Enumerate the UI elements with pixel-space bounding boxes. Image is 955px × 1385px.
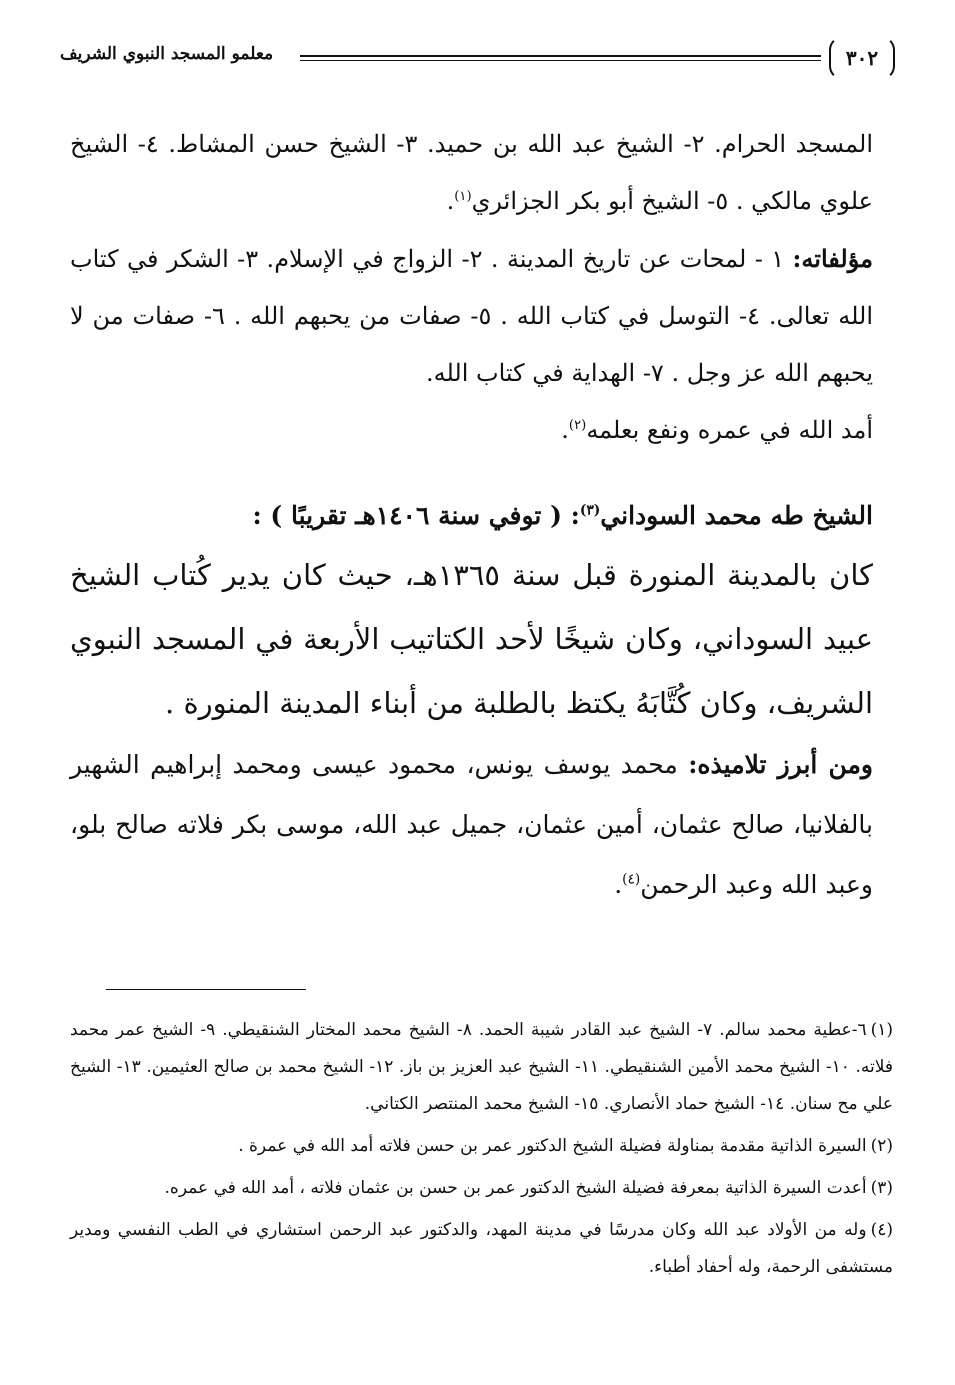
students-label: ومن أبرز تلاميذه: (688, 750, 874, 779)
footnote-1 (70, 1012, 893, 1123)
works-label: مؤلفاته: (792, 244, 873, 273)
footnote-2 (70, 1128, 893, 1165)
header-rule (300, 55, 821, 61)
period: . (561, 416, 569, 444)
prayer-text: أمد الله في عمره ونفع بعلمه (586, 416, 873, 444)
period: . (446, 187, 455, 215)
footnote-number: (٤) (870, 1220, 893, 1240)
period: . (614, 870, 623, 899)
teachers-text: المسجد الحرام. ٢- الشيخ عبد الله بن حميد. ٣- الشيخ حسن المشاط. ٤- الشيخ علوي مالكي . ٥- الشيخ أبو بكر الجزائري (70, 130, 873, 215)
footnote-ref-3: (٣) (579, 502, 601, 519)
works-text: ١ - لمحات عن تاريخ المدينة . ٢- الزواج في الإسلام. ٣- الشكر في كتاب الله تعالى. ٤- التوسل في كتاب الله . ٥- صفات من يحبهم الله . ٦- صفات من لا يحبهم الله عز وجل . ٧- الهداية في كتاب الله. (70, 245, 873, 387)
footnote-3 (70, 1170, 893, 1207)
students-text: محمد يوسف يونس، محمود عيسى ومحمد إبراهيم الشهير بالفلانيا، صالح عثمان، أمين عثمان، جميل عبد الله، موسى بكر فلاته صالح بلو، وعبد الله وعبد الرحمن (70, 750, 873, 899)
footnote-number: (١) (870, 1020, 893, 1040)
students-paragraph (70, 735, 873, 915)
footnote-ref-1: (١) (454, 189, 472, 204)
running-title: معلمو المسجد النبوي الشريف (60, 44, 274, 64)
heading-date: : ( توفي سنة ١٤٠٦هـ تقريبًا ) : (252, 501, 580, 530)
biography-text: كان بالمدينة المنورة قبل سنة ١٣٦٥هـ، حيث كان يدير كُتاب الشيخ عبيد السوداني، وكان شيخًا لأحد الكتاتيب الأربعة في المسجد النبوي الشريف، وكان كُتَّابَهُ يكتظ بالطلبة من أبناء المدينة المنورة . (70, 558, 873, 720)
footnote-text: ٦-عطية محمد سالم. ٧- الشيخ عبد القادر شيبة الحمد. ٨- الشيخ محمد المختار الشنقيطي. ٩- الشيخ عمر محمد فلاته. ١٠- الشيخ محمد الأمين الشنقيطي. ١١- الشيخ عبد العزيز بن باز. ١٢- الشيخ محمد بن صالح العثيمين. ١٣- الشيخ علي مح سنان. ١٤- الشيخ حماد الأنصاري. ١٥- الشيخ محمد المنتصر الكتاني. (70, 1020, 894, 1114)
footnotes (70, 1012, 893, 1291)
footnote-number: (٣) (870, 1178, 893, 1198)
footnote-text: وله من الأولاد عبد الله وكان مدرسًا في مدينة المهد، والدكتور عبد الرحمن استشاري في الطب النفسي ومدير مستشفى الرحمة، وله أحفاد أطباء. (70, 1220, 893, 1277)
biography-paragraph (70, 543, 873, 735)
main-text (70, 116, 873, 915)
footnote-ref-2: (٢) (568, 418, 587, 433)
footnote-text: أعدت السيرة الذاتية بمعرفة فضيلة الشيخ الدكتور عمر بن حسن بن عثمان فلاته ، أمد الله في عمره. (164, 1178, 867, 1198)
works-paragraph (70, 230, 873, 402)
section-heading (70, 489, 873, 543)
teachers-continuation (70, 116, 873, 230)
footnote-ref-4: (٤) (622, 871, 641, 888)
footnote-text: السيرة الذاتية مقدمة بمناولة فضيلة الشيخ الدكتور عمر بن حسن فلاته أمد الله في عمرة . (238, 1136, 867, 1156)
footnote-separator (106, 989, 306, 990)
page-number: ٣٠٢ (829, 36, 895, 80)
running-header (60, 36, 895, 80)
footnote-number: (٢) (870, 1136, 893, 1156)
footnote-4 (70, 1212, 893, 1286)
prayer-line (70, 402, 873, 459)
sheikh-name: الشيخ طه محمد السوداني (600, 501, 873, 530)
